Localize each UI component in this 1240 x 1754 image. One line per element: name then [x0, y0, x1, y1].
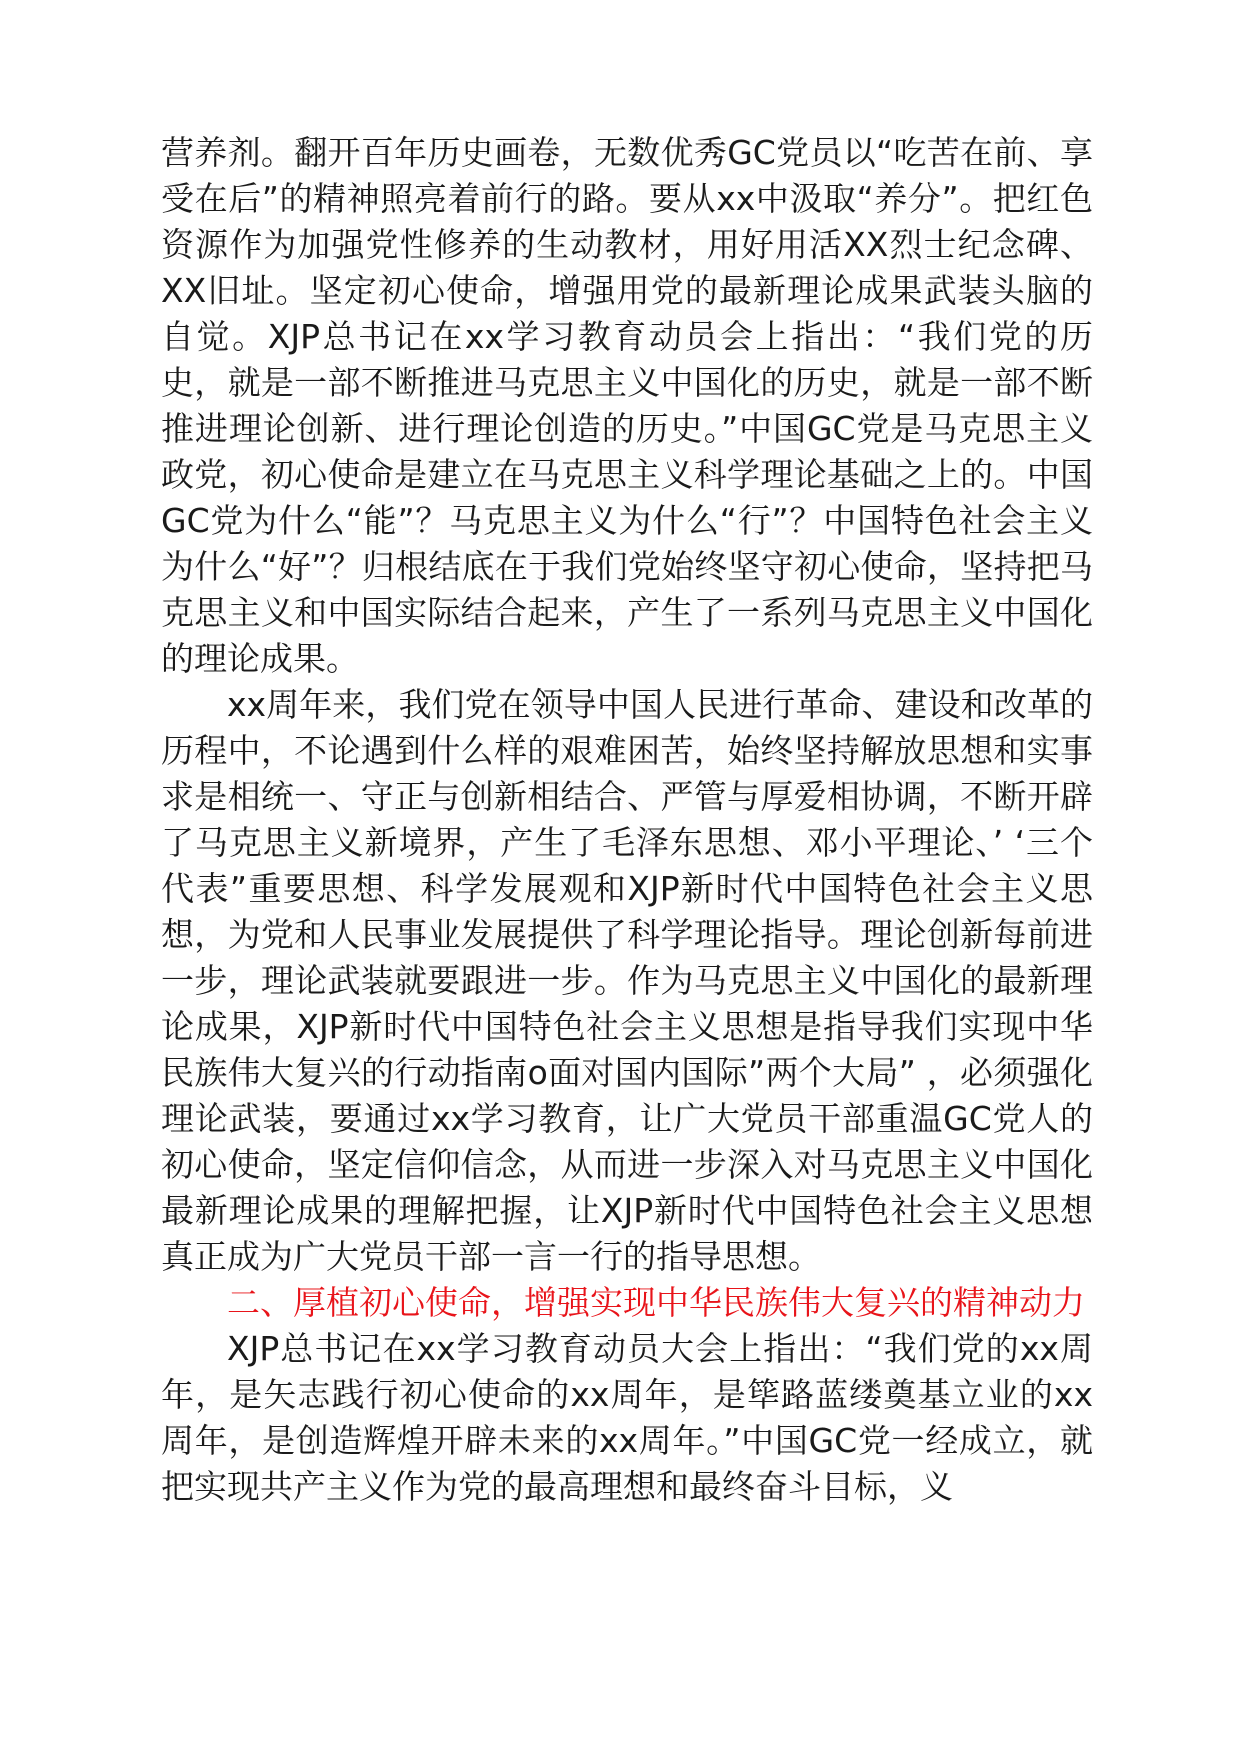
body-paragraph-2: xx周年来，我们党在领导中国人民进行革命、建设和改革的历程中，不论遇到什么样的艰难困苦，始终坚持解放思想和实事求是相统一、守正与创新相结合、严管与厚爱相协调，不断开辟了马克思主义新境界，产生了毛泽东思想、邓小平理论、’ ‘三个代表”重要思想、科学发展观和XJP新时代中国特色社会主义思想，为党和人民事业发展提供了科学理论指导。理论创新每前进一步，理论武装就要跟进一步。作为马克思主义中国化的最新理论成果，XJP新时代中国特色社会主义思想是指导我们实现中华民族伟大复兴的行动指南o面对国内国际”两个大局” ，必须强化理论武装，要通过xx学习教育，让广大党员干部重温GC党人的初心使命，坚定信仰信念，从而进一步深入对马克思主义中国化最新理论成果的理解把握，让XJP新时代中国特色社会主义思想真正成为广大党员干部一言一行的指导思想。	[161, 685, 1093, 1276]
document-body	[161, 130, 1093, 1510]
section-heading: 二、厚植初心使命，增强实现中华民族伟大复兴的精神动力	[227, 1283, 1085, 1322]
body-paragraph-1: 营养剂。翻开百年历史画卷，无数优秀GC党员以“吃苦在前、享受在后”的精神照亮着前行的路。要从xx中汲取“养分”。把红色资源作为加强党性修养的生动教材，用好用活XX烈士纪念碑、XX旧址。坚定初心使命，增强用党的最新理论成果武装头脑的自觉。XJP总书记在xx学习教育动员会上指出：“我们党的历史，就是一部不断推进马克思主义中国化的历史，就是一部不断推进理论创新、进行理论创造的历史。”中国GC党是马克思主义政党，初心使命是建立在马克思主义科学理论基础之上的。中国GC党为什么“能”？马克思主义为什么“行”？中国特色社会主义为什么“好”？归根结底在于我们党始终坚守初心使命，坚持把马克思主义和中国实际结合起来，产生了一系列马克思主义中国化的理论成果。	[161, 133, 1093, 678]
body-paragraph-3: XJP总书记在xx学习教育动员大会上指出：“我们党的xx周年，是矢志践行初心使命的xx周年，是筚路蓝缕奠基立业的xx周年，是创造辉煌开辟未来的xx周年。”中国GC党一经成立，就把实现共产主义作为党的最高理想和最终奋斗目标，义	[161, 1329, 1093, 1506]
